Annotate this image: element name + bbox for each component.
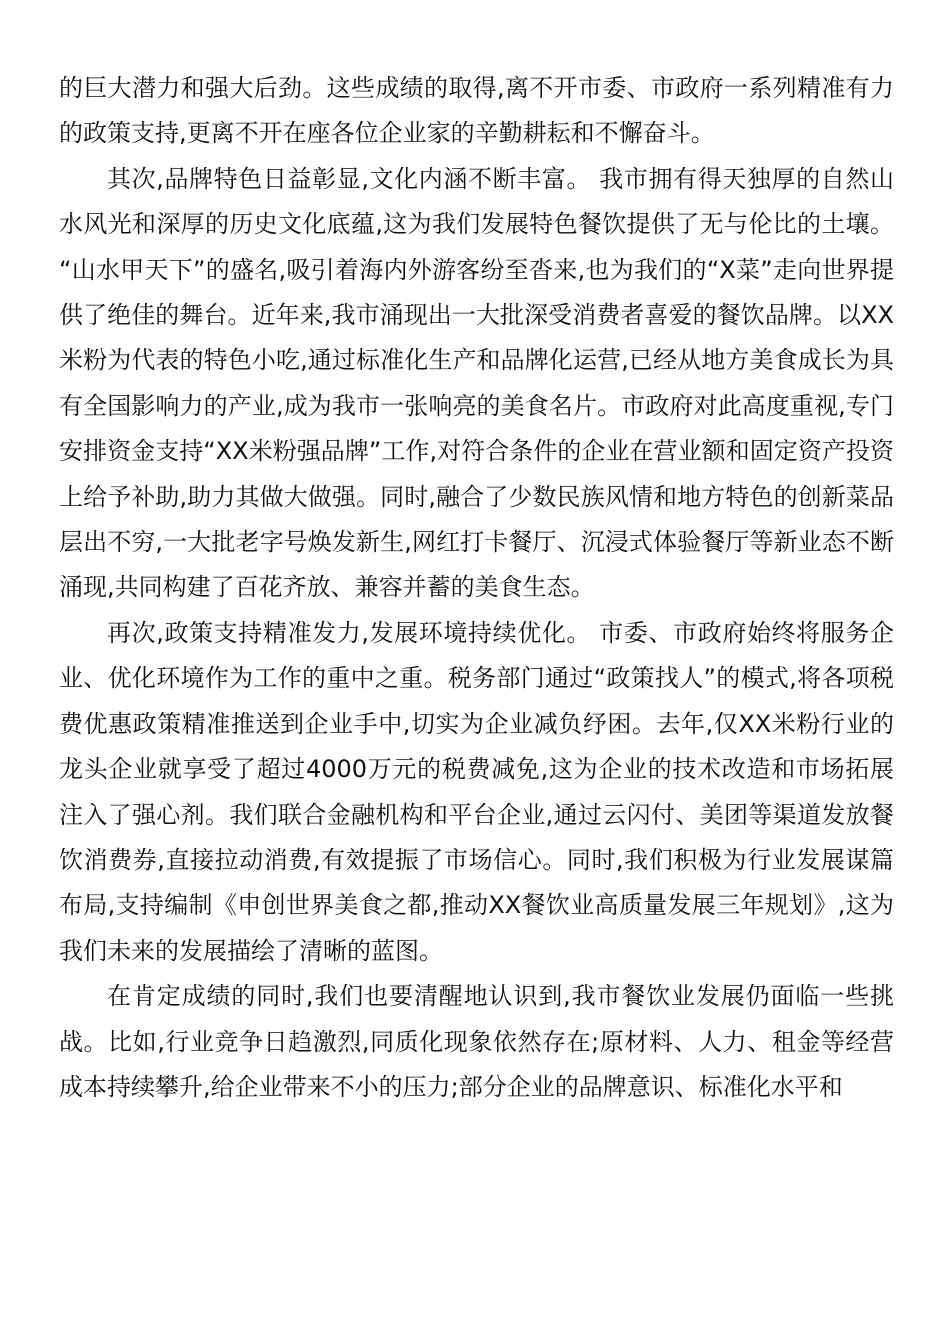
paragraph-3: 再次,政策支持精准发力,发展环境持续优化。 市委、市政府始终将服务企业、优化环境作为工作的重中之重。税务部门通过“政策找人”的模式,将各项税费优惠政策精准推送到企业手中,切实为企业减负纾困。去年,仅XX米粉行业的龙头企业就享受了超过4000万元的税费减免,这为企业的技术改造和市场拓展注入了强心剂。我们联合金融机构和平台企业,通过云闪付、美团等渠道发放餐饮消费券,直接拉动消费,有效提振了市场信心。同时,我们积极为行业发展谋篇布局,支持编制《申创世界美食之都,推动XX餐饮业高质量发展三年规划》,这为我们未来的发展描绘了清晰的蓝图。	[59, 618, 894, 965]
paragraph-1: 的巨大潜力和强大后劲。这些成绩的取得,离不开市委、市政府一系列精准有力的政策支持,更离不开在座各位企业家的辛勤耕耘和不懈奋斗。	[59, 74, 894, 148]
paragraph-4: 在肯定成绩的同时,我们也要清醒地认识到,我市餐饮业发展仍面临一些挑战。比如,行业竞争日趋激烈,同质化现象依然存在;原材料、人力、租金等经营成本持续攀升,给企业带来不小的压力;部分企业的品牌意识、标准化水平和	[59, 982, 894, 1101]
document-body	[59, 66, 894, 1110]
paragraph-2: 其次,品牌特色日益彰显,文化内涵不断丰富。 我市拥有得天独厚的自然山水风光和深厚的历史文化底蕴,这为我们发展特色餐饮提供了无与伦比的土壤。 “山水甲天下”的盛名,吸引着海内外游客纷至沓来,也为我们的“X菜”走向世界提供了绝佳的舞台。近年来,我市涌现出一大批深受消费者喜爱的餐饮品牌。以XX米粉为代表的特色小吃,通过标准化生产和品牌化运营,已经从地方美食成长为具有全国影响力的产业,成为我市一张响亮的美食名片。市政府对此高度重视,专门安排资金支持“XX米粉强品牌”工作,对符合条件的企业在营业额和固定资产投资上给予补助,助力其做大做强。同时,融合了少数民族风情和地方特色的创新菜品层出不穷,一大批老字号焕发新生,网红打卡餐厅、沉浸式体验餐厅等新业态不断涌现,共同构建了百花齐放、兼容并蓄的美食生态。	[59, 164, 894, 602]
